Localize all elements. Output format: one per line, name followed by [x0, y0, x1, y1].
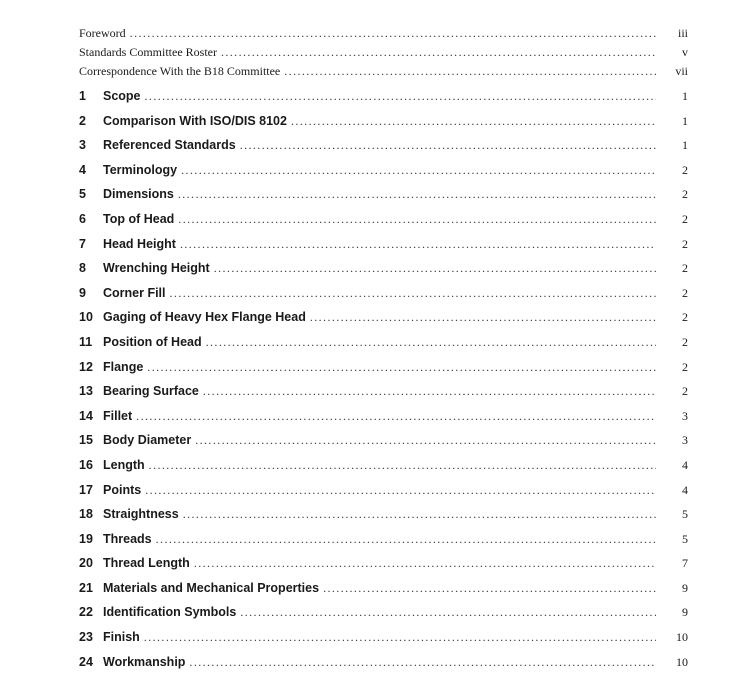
dot-leader: [145, 483, 656, 498]
toc-entry-section-16[interactable]: [79, 458, 688, 483]
section-number: 7: [79, 236, 86, 251]
section-page: 9: [682, 605, 688, 620]
toc-entry-page: v: [682, 45, 688, 59]
section-page: 2: [682, 211, 688, 226]
section-number: 14: [79, 408, 93, 423]
section-title: Position of Head: [103, 334, 202, 349]
toc-entry-committee-roster[interactable]: [79, 45, 688, 64]
section-title: Comparison With ISO/DIS 8102: [103, 113, 287, 128]
toc-entry-section-10[interactable]: [79, 310, 688, 335]
toc-entry-section-22[interactable]: [79, 605, 688, 630]
section-number: 18: [79, 507, 93, 522]
toc-entry-section-4[interactable]: [79, 163, 688, 188]
toc-entry-section-13[interactable]: [79, 384, 688, 409]
section-page: 2: [682, 359, 688, 374]
section-page: 10: [676, 654, 688, 669]
section-page: 2: [682, 310, 688, 325]
dot-leader: [181, 163, 656, 178]
section-number: 5: [79, 187, 86, 202]
dot-leader: [170, 286, 656, 301]
toc-entry-section-5[interactable]: [79, 187, 688, 212]
toc-entry-section-18[interactable]: [79, 507, 688, 532]
section-title: Wrenching Height: [103, 261, 210, 276]
section-title: Threads: [103, 531, 152, 546]
section-title: Flange: [103, 359, 144, 374]
dot-leader: [195, 433, 656, 448]
section-title: Scope: [103, 89, 141, 103]
section-page: 3: [682, 408, 688, 423]
toc-entry-section-2[interactable]: [79, 114, 688, 139]
section-title: Points: [103, 482, 142, 497]
section-page: 3: [682, 433, 688, 448]
section-title: Fillet: [103, 408, 133, 423]
section-title: Bearing Surface: [103, 384, 199, 399]
section-title: Finish: [103, 630, 140, 645]
toc-entry-section-17[interactable]: [79, 483, 688, 508]
toc-entry-section-15[interactable]: [79, 433, 688, 458]
section-number: 2: [79, 113, 86, 128]
section-number: 4: [79, 162, 86, 177]
dot-leader: [291, 114, 656, 129]
dot-leader: [194, 556, 656, 571]
section-title: Corner Fill: [103, 285, 166, 300]
section-page: 1: [682, 138, 688, 153]
dot-leader: [203, 384, 656, 399]
toc-entry-section-14[interactable]: [79, 409, 688, 434]
toc-entry-foreword[interactable]: [79, 26, 688, 45]
dot-leader: [310, 310, 656, 325]
toc-entry-section-8[interactable]: [79, 261, 688, 286]
section-number: 6: [79, 211, 86, 226]
toc-entry-section-12[interactable]: [79, 360, 688, 385]
section-number: 12: [79, 359, 93, 374]
dot-leader: [145, 89, 656, 104]
toc-entry-section-24[interactable]: [79, 655, 688, 680]
section-number: 13: [79, 384, 93, 399]
dot-leader: [240, 605, 656, 620]
dot-leader: [240, 138, 656, 153]
dot-leader: [144, 630, 656, 645]
section-title: Materials and Mechanical Properties: [103, 580, 320, 595]
section-number: 1: [79, 89, 86, 103]
section-page: 5: [682, 531, 688, 546]
toc-entry-section-3[interactable]: [79, 138, 688, 163]
toc-entry-page: vii: [675, 64, 688, 78]
section-page: 1: [682, 113, 688, 128]
toc-entry-section-20[interactable]: [79, 556, 688, 581]
section-page: 2: [682, 162, 688, 177]
dot-leader: [180, 237, 656, 252]
dot-leader: [149, 458, 656, 473]
sections-list: [79, 89, 688, 679]
section-page: 5: [682, 507, 688, 522]
table-of-contents: [79, 26, 688, 679]
dot-leader: [183, 507, 656, 522]
section-page: 2: [682, 285, 688, 300]
section-number: 24: [79, 654, 93, 669]
dot-leader: [136, 409, 656, 424]
section-number: 22: [79, 605, 93, 620]
front-matter-list: [79, 26, 688, 83]
dot-leader: [156, 532, 656, 547]
section-number: 9: [79, 285, 86, 300]
section-number: 23: [79, 630, 93, 645]
section-title: Dimensions: [103, 187, 174, 202]
toc-entry-title: Standards Committee Roster: [79, 45, 217, 59]
section-page: 10: [676, 630, 688, 645]
section-number: 15: [79, 433, 93, 448]
section-title: Length: [103, 457, 145, 472]
toc-entry-section-21[interactable]: [79, 581, 688, 606]
dot-leader: [178, 212, 656, 227]
section-page: 9: [682, 580, 688, 595]
dot-leader: [178, 187, 656, 202]
section-number: 8: [79, 261, 86, 276]
dot-leader: [221, 45, 656, 60]
section-number: 10: [79, 310, 93, 325]
section-title: Head Height: [103, 236, 176, 251]
section-page: 2: [682, 261, 688, 276]
toc-entry-section-11[interactable]: [79, 335, 688, 360]
section-title: Body Diameter: [103, 433, 192, 448]
dot-leader: [323, 581, 656, 596]
section-title: Referenced Standards: [103, 138, 236, 153]
section-page: 2: [682, 187, 688, 202]
section-title: Identification Symbols: [103, 605, 237, 620]
section-page: 7: [682, 556, 688, 571]
section-title: Top of Head: [103, 211, 175, 226]
toc-entry-section-7[interactable]: [79, 237, 688, 262]
section-number: 19: [79, 531, 93, 546]
dot-leader: [284, 64, 656, 79]
toc-entry-correspondence[interactable]: [79, 64, 688, 83]
dot-leader: [147, 360, 656, 375]
section-number: 3: [79, 138, 86, 153]
section-page: 4: [682, 482, 688, 497]
toc-entry-section-19[interactable]: [79, 532, 688, 557]
dot-leader: [130, 26, 656, 41]
section-page: 2: [682, 236, 688, 251]
section-page: 1: [682, 89, 688, 103]
section-number: 20: [79, 556, 93, 571]
section-page: 2: [682, 384, 688, 399]
section-title: Terminology: [103, 162, 178, 177]
toc-entry-section-1[interactable]: [79, 89, 688, 114]
section-title: Thread Length: [103, 556, 190, 571]
section-title: Gaging of Heavy Hex Flange Head: [103, 310, 306, 325]
section-title: Workmanship: [103, 654, 186, 669]
dot-leader: [206, 335, 656, 350]
toc-entry-section-6[interactable]: [79, 212, 688, 237]
toc-entry-page: iii: [677, 26, 688, 40]
toc-entry-section-23[interactable]: [79, 630, 688, 655]
section-title: Straightness: [103, 507, 179, 522]
dot-leader: [189, 655, 656, 670]
toc-entry-title: Correspondence With the B18 Committee: [79, 64, 281, 78]
section-page: 2: [682, 334, 688, 349]
section-page: 4: [682, 457, 688, 472]
section-number: 11: [79, 334, 93, 349]
section-number: 21: [79, 580, 93, 595]
section-number: 16: [79, 457, 93, 472]
toc-entry-title: Foreword: [79, 26, 126, 40]
dot-leader: [214, 261, 656, 276]
toc-entry-section-9[interactable]: [79, 286, 688, 311]
section-number: 17: [79, 482, 93, 497]
